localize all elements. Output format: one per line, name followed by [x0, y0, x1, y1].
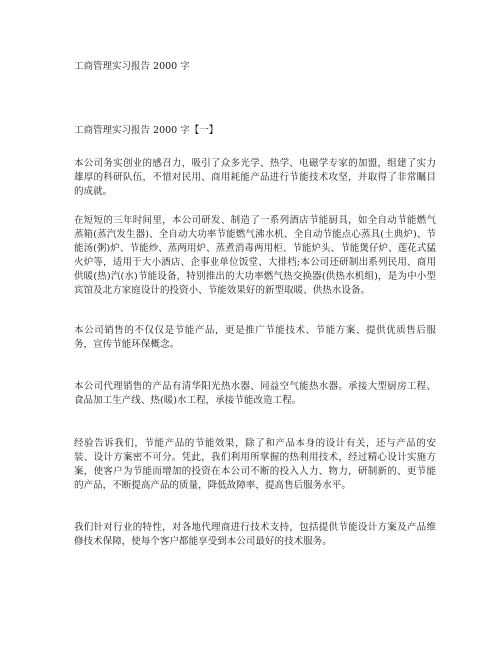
- paragraph-2: 在短短的三年时间里，本公司研发、制造了一系列酒店节能厨具，如全自动节能燃气蒸箱(蒸汽发生器)、全自动大功率节能燃气沸水机、全自动节能点心蒸具(土典炉)、节能汤(粥)炉、节能炒、蒸两用炉、蒸煮消毒两用柜、节能炉头、节能煲仔炉、莲花式猛火炉等，适用于大小酒店、企事业单位饭堂、大排档;本公司还研制出系列民用、商用供暖(热)汽(水)节能设备，特别推出的大功率燃气热交换器(供热水机组)，是为中小型宾馆及北方家庭设计的投资小、节能效果好的新型取暖、供热水设备。: [74, 215, 436, 296]
- paragraph-1: 本公司务实创业的感召力，吸引了众多光学、热学、电磁学专家的加盟，组建了实力雄厚的科研队伍，不惜对民用、商用耗能产品进行节能技术攻坚，并取得了非常瞩目的成就。: [74, 158, 436, 197]
- paragraph-3: 本公司销售的不仅仅是节能产品，更是推广节能技术、节能方案、提供优质售后服务，宣传节能环保概念。: [74, 325, 436, 350]
- paragraph-5: 经验告诉我们，节能产品的节能效果，除了和产品本身的设计有关，还与产品的安装、设计方案密不可分。凭此，我们利用所掌握的热利用技术，经过精心设计实施方案，使客户为节能而增加的投资在本公司不断的投入人力、物力，研制新的、更节能的产品，不断提高产品的质量，降低故障率，提高售后服务水平。: [74, 438, 436, 491]
- document-title: 工商管理实习报告 2000 字: [74, 61, 190, 72]
- paragraph-4: 本公司代理销售的产品有清华阳光热水器、同益空气能热水器。承接大型厨房工程、食品加工生产线、热(暖)水工程，承接节能改造工程。: [74, 381, 436, 406]
- paragraph-6: 我们针对行业的特性，对各地代理商进行技术支持，包括提供节能设计方案及产品维修技术保障，使每个客户都能享受到本公司最好的技术服务。: [74, 522, 436, 547]
- section-title: 工商管理实习报告 2000 字【一】: [74, 125, 219, 136]
